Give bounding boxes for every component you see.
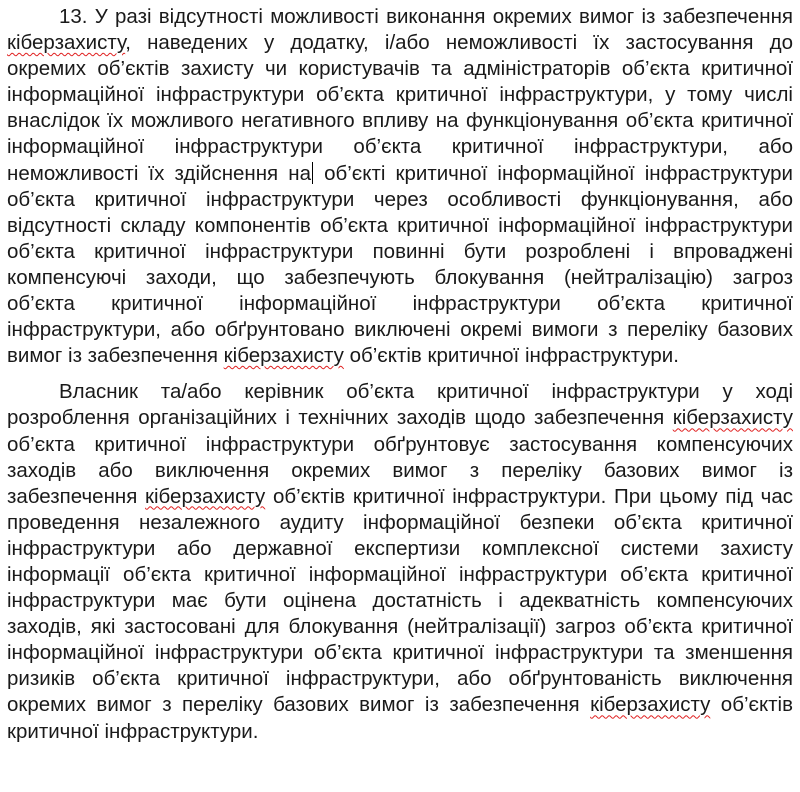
text-line: інфраструктури має бути оцінена достатність і адекватність компенсуючих <box>7 589 793 613</box>
text-line: заходів або виключення окремих вимог з переліку базових вимог із <box>7 458 793 482</box>
text-line: об’єкта критичної інфраструктури обґрунтовує застосування компенсуючих <box>7 432 793 456</box>
spellcheck-flagged-word[interactable]: кіберзахисту <box>223 344 344 368</box>
text-run: забезпечення <box>7 484 146 508</box>
paragraph-1 <box>7 0 793 369</box>
text-line: окремих об’єктів захисту чи користувачів та адміністраторів об’єкта критичної <box>7 57 793 81</box>
text-run: неможливості їх здійснення на <box>7 161 311 185</box>
text-line <box>7 161 793 187</box>
text-line: ризиків об’єкта критичної інфраструктури, або обґрунтованість виключення <box>7 667 793 691</box>
text-cursor <box>312 162 313 184</box>
text-line: інформаційної інфраструктури об’єкта критичної інфраструктури та зменшення <box>7 641 793 665</box>
text-line <box>7 484 793 510</box>
text-run: розроблення організаційних і технічних заходів щодо забезпечення <box>7 406 673 430</box>
text-run: , наведених у додатку, і/або неможливості їх застосування до <box>125 31 793 55</box>
text-line: об’єкта критичної інфраструктури через особливості функціонування, або <box>7 187 793 211</box>
text-line: інформаційної інфраструктури об’єкта критичної інфраструктури, у тому числі <box>7 83 793 107</box>
text-line: інформації об’єкта критичної інформаційної інфраструктури об’єкта критичної <box>7 562 793 586</box>
text-run: 13. У разі відсутності можливості виконання окремих вимог із забезпечення <box>59 5 793 28</box>
text-line: внаслідок їх можливого негативного впливу на функціонування об’єкта критичної <box>7 109 793 133</box>
text-line: заходів, які застосовані для блокування (нейтралізації) загроз об’єкта критичної <box>7 615 793 639</box>
text-line: об’єкта критичної інфраструктури повинні бути розроблені і впроваджені <box>7 239 793 263</box>
text-line <box>7 343 793 369</box>
text-run: об’єктів критичної інфраструктури. <box>343 344 679 368</box>
text-line: об’єкта критичної інформаційної інфраструктури об’єкта критичної <box>7 292 793 316</box>
text-run: об’єктів <box>710 693 793 717</box>
text-line: відсутності складу компонентів об’єкта критичної інформаційної інфраструктури <box>7 213 793 237</box>
text-line: інфраструктури або державної експертизи комплексної системи захисту <box>7 536 793 560</box>
text-run: окремих вимог з переліку базових вимог із забезпечення <box>7 693 591 717</box>
text-line: компенсуючі заходи, що забезпечують блокування (нейтралізацію) загроз <box>7 265 793 289</box>
text-line <box>7 692 793 718</box>
spellcheck-flagged-word[interactable]: кіберзахисту <box>590 693 711 717</box>
text-run: об’єкті критичної інформаційної інфраструктури <box>314 161 793 185</box>
text-line: проведення незалежного аудиту інформаційної безпеки об’єкта критичної <box>7 510 793 534</box>
spellcheck-flagged-word[interactable]: кіберзахисту <box>672 406 793 430</box>
spellcheck-flagged-word[interactable]: кіберзахисту <box>7 31 126 55</box>
text-line: інфраструктури, або обґрунтовано виключені окремі вимоги з переліку базових <box>7 318 793 342</box>
text-run: вимог із забезпечення <box>7 344 224 368</box>
text-line: інформаційної інфраструктури об’єкта критичної інфраструктури, або <box>7 135 793 159</box>
text-run: Власник та/або керівник об’єкта критичної інфраструктури у ході <box>59 380 793 404</box>
text-line <box>7 30 793 56</box>
document-page[interactable] <box>7 0 793 792</box>
text-run: об’єктів критичної інфраструктури. При цьому під час <box>265 484 793 508</box>
paragraph-2 <box>7 379 793 744</box>
text-line <box>7 4 793 30</box>
text-line <box>7 405 793 431</box>
spellcheck-flagged-word[interactable]: кіберзахисту <box>145 484 266 508</box>
text-line <box>7 379 793 405</box>
text-line: критичної інфраструктури. <box>7 719 259 743</box>
